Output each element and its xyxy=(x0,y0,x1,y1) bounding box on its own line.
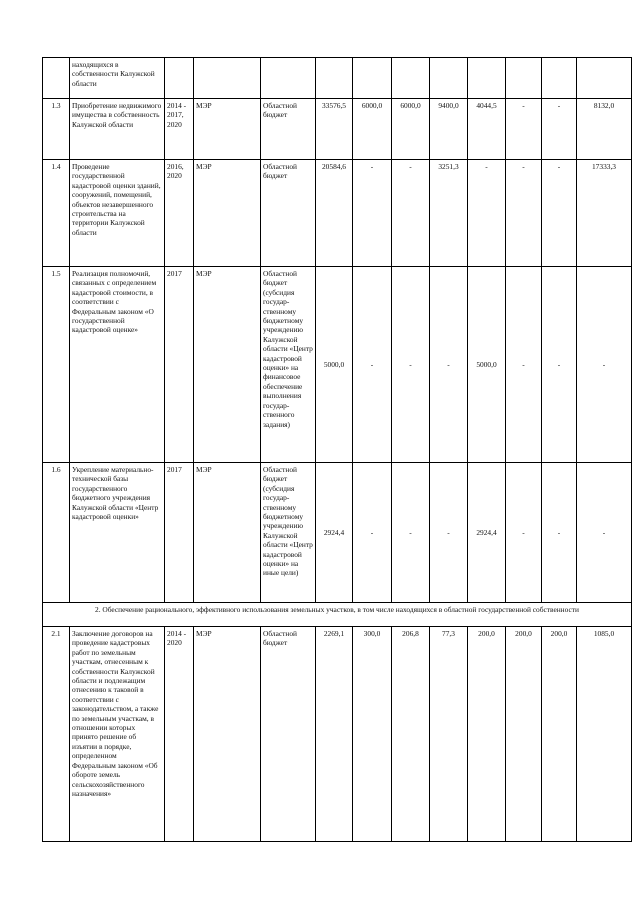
years: 2017 xyxy=(165,267,194,463)
value-2018: 200,0 xyxy=(506,627,542,842)
table-row xyxy=(43,99,632,160)
value-2017: 5000,0 xyxy=(468,267,506,463)
value-2014: 300,0 xyxy=(353,627,392,842)
funding-source: Областной бюджет (субсидия государ-ственному бюджетному учреждению Калужской области «Центр кадастровой оценки» на финансовое обеспечение выполнения государ-ственного задания) xyxy=(261,267,316,463)
executor: МЭР xyxy=(194,267,261,463)
value-total: 33576,5 xyxy=(316,99,353,160)
years: 2014 - 2020 xyxy=(165,627,194,842)
value-2016: - xyxy=(430,267,468,463)
value-2019: 200,0 xyxy=(542,627,577,842)
value-2015: - xyxy=(392,267,430,463)
activity-name: Реализация полномочий, связанных с определением кадастровой стоимости, в соответствии с Федеральным законом «О государственной кадастровой оценке» xyxy=(70,267,165,463)
executor: МЭР xyxy=(194,99,261,160)
value-2017: 2924,4 xyxy=(468,463,506,603)
years: 2016, 2020 xyxy=(165,160,194,267)
value-2016 xyxy=(430,58,468,99)
value-2019 xyxy=(542,58,577,99)
value-2018 xyxy=(506,58,542,99)
years: 2017 xyxy=(165,463,194,603)
value-2014 xyxy=(353,58,392,99)
value-2018: - xyxy=(506,160,542,267)
value-2016: 77,3 xyxy=(430,627,468,842)
activity-name: Приобретение недвижимого имущества в собственность Калужской области xyxy=(70,99,165,160)
table-row xyxy=(43,627,632,842)
activity-name: Проведение государственной кадастровой оценки зданий, сооружений, помещений, объектов незавершенного строительства на территории Калужской области xyxy=(70,160,165,267)
value-2018: - xyxy=(506,463,542,603)
value-2014: - xyxy=(353,463,392,603)
activity-name: Заключение договоров на проведение кадастровых работ по земельным участкам, отнесенным к собственности Калужской области и подлежащим отнесению к таковой в соответствии с законодательством, а также по земельным участкам, в отношении которых принято решение об изъятии в порядке, определенном Федеральным законом «Об обороте земель сельскохозяйственного назначения» xyxy=(70,627,165,842)
value-2015: - xyxy=(392,463,430,603)
funding-source: Областной бюджет (субсидия государ-ственному бюджетному учреждению Калужской области «Центр кадастровой оценки» на иные цели) xyxy=(261,463,316,603)
value-2017 xyxy=(468,58,506,99)
value-2014: - xyxy=(353,160,392,267)
value-total: 2269,1 xyxy=(316,627,353,842)
value-2014: 6000,0 xyxy=(353,99,392,160)
value-total: 5000,0 xyxy=(316,267,353,463)
value-2014: - xyxy=(353,267,392,463)
executor: МЭР xyxy=(194,463,261,603)
value-2017: 4044,5 xyxy=(468,99,506,160)
value-2017: 200,0 xyxy=(468,627,506,842)
funding-source: Областной бюджет xyxy=(261,627,316,842)
table-row xyxy=(43,463,632,603)
value-2015: 6000,0 xyxy=(392,99,430,160)
executor: МЭР xyxy=(194,627,261,842)
table-row xyxy=(43,58,632,99)
years xyxy=(165,58,194,99)
value-total: 20584,6 xyxy=(316,160,353,267)
funding-source xyxy=(261,58,316,99)
value-2016: 3251,3 xyxy=(430,160,468,267)
row-number: 1.4 xyxy=(43,160,70,267)
value-2017: - xyxy=(468,160,506,267)
value-2015: 206,8 xyxy=(392,627,430,842)
value-total xyxy=(316,58,353,99)
executor: МЭР xyxy=(194,160,261,267)
row-number: 2.1 xyxy=(43,627,70,842)
value-2020: - xyxy=(577,267,632,463)
value-2019: - xyxy=(542,99,577,160)
value-2015 xyxy=(392,58,430,99)
value-2020: - xyxy=(577,463,632,603)
years: 2014 - 2017, 2020 xyxy=(165,99,194,160)
program-activities-table xyxy=(42,57,632,842)
funding-source: Областной бюджет xyxy=(261,160,316,267)
value-2020 xyxy=(577,58,632,99)
section-header-row xyxy=(43,603,632,627)
row-number: 1.5 xyxy=(43,267,70,463)
value-2020: 1085,0 xyxy=(577,627,632,842)
activity-name: находящихся в собственности Калужской области xyxy=(70,58,165,99)
row-number: 1.3 xyxy=(43,99,70,160)
section-2-title: 2. Обеспечение рационального, эффективного использования земельных участков, в том числе находящихся в областной государственной собственности xyxy=(43,603,632,627)
funding-source: Областной бюджет xyxy=(261,99,316,160)
row-number xyxy=(43,58,70,99)
value-2019: - xyxy=(542,463,577,603)
value-total: 2924,4 xyxy=(316,463,353,603)
activity-name: Укрепление материально-технической базы государственного бюджетного учреждения Калужской области «Центр кадастровой оценки» xyxy=(70,463,165,603)
row-number: 1.6 xyxy=(43,463,70,603)
value-2016: 9400,0 xyxy=(430,99,468,160)
table-row xyxy=(43,160,632,267)
value-2019: - xyxy=(542,160,577,267)
table-row xyxy=(43,267,632,463)
value-2018: - xyxy=(506,267,542,463)
executor xyxy=(194,58,261,99)
value-2018: - xyxy=(506,99,542,160)
value-2016: - xyxy=(430,463,468,603)
value-2020: 8132,0 xyxy=(577,99,632,160)
value-2015: - xyxy=(392,160,430,267)
value-2019: - xyxy=(542,267,577,463)
value-2020: 17333,3 xyxy=(577,160,632,267)
